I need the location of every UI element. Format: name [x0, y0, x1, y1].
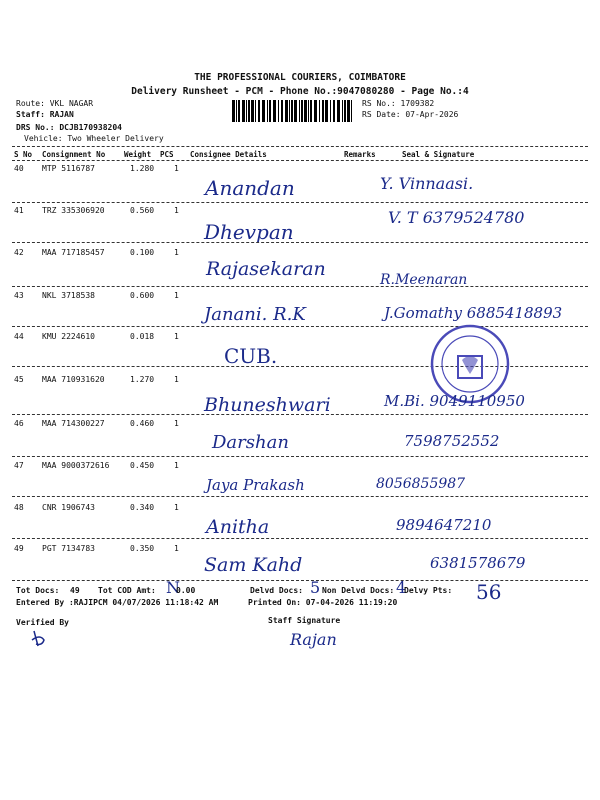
verified-signature-icon	[28, 628, 50, 650]
staff-label: Staff: RAJAN	[16, 110, 74, 119]
consignee-handwriting: Darshan	[212, 432, 289, 453]
barcode-bar	[281, 100, 283, 122]
barcode-bar	[255, 100, 256, 122]
row-divider	[12, 202, 588, 203]
barcode-bar	[236, 100, 237, 122]
row-consignment: MAA 710931620	[42, 375, 105, 384]
row-weight: 1.270	[130, 375, 155, 384]
row-sno: 49	[14, 544, 24, 553]
barcode-bar	[285, 100, 288, 122]
col-consignment: Consignment No	[42, 150, 106, 159]
row-consignment: MAA 9000372616	[42, 461, 110, 470]
barcode-bar	[267, 100, 268, 122]
row-sno: 41	[14, 206, 24, 215]
row-sno: 42	[14, 248, 24, 257]
receiver-signature: M.Bi. 9049110950	[384, 392, 525, 410]
row-pcs: 1	[174, 544, 179, 553]
col-sno: S No	[14, 150, 33, 159]
row-divider	[12, 538, 588, 539]
col-weight: Weight	[124, 150, 152, 159]
tot-cod-value: 0.00	[176, 586, 196, 595]
row-consignment: KMU 2224610	[42, 332, 95, 341]
barcode-bar	[322, 100, 324, 122]
receiver-signature: 8056855987	[376, 476, 466, 492]
entered-by: Entered By :RAJIPCM 04/07/2026 11:18:42 AM	[16, 598, 219, 607]
row-weight: 0.560	[130, 206, 155, 215]
route-label: Route: VKL NAGAR	[16, 99, 94, 108]
divider-header	[12, 160, 588, 161]
row-weight: 0.600	[130, 291, 155, 300]
barcode-bar	[299, 100, 300, 122]
barcode-bar	[246, 100, 247, 122]
row-consignment: CNR 1906743	[42, 503, 95, 512]
row-weight: 0.460	[130, 419, 155, 428]
barcode-bar	[238, 100, 240, 122]
row-consignment: MAA 714300227	[42, 419, 105, 428]
receiver-signature: Y. Vinnaasi.	[380, 174, 474, 193]
receiver-signature: 7598752552	[404, 432, 500, 450]
printed-on: Printed On: 07-04-2026 11:19:20	[248, 598, 398, 607]
row-weight: 0.100	[130, 248, 155, 257]
row-divider	[12, 286, 588, 287]
row-pcs: 1	[174, 248, 179, 257]
runsheet-subtitle: Delivery Runsheet - PCM - Phone No.:9047080280 - Page No.:4	[131, 86, 469, 97]
receiver-signature: R.Meenaran	[380, 272, 468, 288]
verified-by-label: Verified By	[16, 618, 69, 627]
barcode-bar	[344, 100, 346, 122]
receiver-signature: 6381578679	[430, 554, 526, 572]
consignee-handwriting: Bhuneshwari	[204, 394, 331, 416]
barcode-bar	[251, 100, 254, 122]
row-weight: 0.340	[130, 503, 155, 512]
tot-docs-value: 49	[70, 586, 80, 595]
row-sno: 40	[14, 164, 24, 173]
divider-top	[12, 146, 588, 147]
row-pcs: 1	[174, 291, 179, 300]
staff-signature-label: Staff Signature	[268, 616, 341, 625]
barcode-bar	[269, 100, 271, 122]
barcode-bar	[314, 100, 317, 122]
company-title: THE PROFESSIONAL COURIERS, COIMBATORE	[194, 72, 406, 83]
delvy-pts-handwriting: 56	[476, 580, 502, 604]
barcode-bar	[347, 100, 350, 122]
barcode-bar	[248, 100, 250, 122]
tot-docs-label: Tot Docs:	[16, 586, 60, 595]
barcode-bar	[258, 100, 260, 122]
row-sno: 44	[14, 332, 24, 341]
row-pcs: 1	[174, 375, 179, 384]
row-consignment: NKL 3718538	[42, 291, 95, 300]
row-pcs: 1	[174, 332, 179, 341]
row-pcs: 1	[174, 419, 179, 428]
barcode-bar	[301, 100, 303, 122]
receiver-signature: 9894647210	[396, 516, 492, 534]
row-sno: 43	[14, 291, 24, 300]
delvd-docs-handwriting: 5	[310, 578, 321, 597]
tot-cod-label: Tot COD Amt:	[98, 586, 156, 595]
receiver-signature: V. T 6379524780	[388, 208, 525, 227]
delvd-docs-label: Delvd Docs:	[250, 586, 303, 595]
col-consignee: Consignee Details	[190, 150, 267, 159]
row-sno: 45	[14, 375, 24, 384]
barcode-bar	[342, 100, 343, 122]
staff-signature-handwriting: Rajan	[290, 630, 337, 649]
barcode-bar	[278, 100, 279, 122]
receiver-signature: J.Gomathy 6885418893	[384, 304, 563, 322]
barcode-bar	[262, 100, 265, 122]
consignee-handwriting: Rajasekaran	[206, 258, 326, 280]
row-sno: 48	[14, 503, 24, 512]
barcode-bar	[337, 100, 340, 122]
delvy-pts-label: Delvy Pts:	[404, 586, 453, 595]
non-delvd-docs-label: Non Delvd Docs:	[322, 586, 395, 595]
barcode-bar	[291, 100, 293, 122]
cod-handwriting: N	[166, 578, 180, 597]
consignee-handwriting: Anandan	[205, 176, 295, 200]
row-consignment: PGT 7134783	[42, 544, 95, 553]
row-sno: 46	[14, 419, 24, 428]
barcode-bar	[273, 100, 276, 122]
row-weight: 0.350	[130, 544, 155, 553]
rs-date: RS Date: 07-Apr-2026	[362, 110, 459, 119]
row-consignment: TRZ 335306920	[42, 206, 105, 215]
barcode-bar	[310, 100, 312, 122]
barcode-bar	[325, 100, 328, 122]
row-pcs: 1	[174, 461, 179, 470]
col-seal: Seal & Signature	[402, 150, 475, 159]
row-sno: 47	[14, 461, 24, 470]
row-pcs: 1	[174, 206, 179, 215]
row-divider	[12, 242, 588, 243]
row-divider	[12, 580, 588, 581]
barcode-image	[232, 100, 356, 122]
consignee-handwriting: Dhevpan	[204, 220, 294, 244]
consignee-handwriting: Jaya Prakash	[206, 476, 305, 494]
non-delvd-handwriting: 4	[396, 578, 407, 597]
consignee-handwriting: Janani. R.K	[204, 304, 306, 325]
row-weight: 0.450	[130, 461, 155, 470]
col-pcs: PCS	[160, 150, 174, 159]
col-remarks: Remarks	[344, 150, 376, 159]
barcode-bar	[294, 100, 297, 122]
rs-number: RS No.: 1709382	[362, 99, 435, 108]
barcode-bar	[308, 100, 309, 122]
row-divider	[12, 456, 588, 457]
row-consignment: MAA 717185457	[42, 248, 105, 257]
consignee-handwriting: Anitha	[206, 516, 270, 538]
barcode-bar	[242, 100, 245, 122]
barcode-bar	[289, 100, 290, 122]
row-weight: 1.280	[130, 164, 155, 173]
row-divider	[12, 414, 588, 415]
barcode-bar	[319, 100, 320, 122]
row-pcs: 1	[174, 503, 179, 512]
row-divider	[12, 496, 588, 497]
barcode-bar	[232, 100, 235, 122]
row-pcs: 1	[174, 164, 179, 173]
barcode-bar	[330, 100, 331, 122]
barcode-bar	[304, 100, 307, 122]
row-weight: 0.018	[130, 332, 155, 341]
barcode-bar	[333, 100, 335, 122]
barcode-bar	[351, 100, 352, 122]
row-consignment: MTP 5116787	[42, 164, 95, 173]
consignee-handwriting: Sam Kahd	[204, 554, 303, 576]
drs-label: DRS No.: DCJB170938204	[16, 123, 122, 132]
consignee-handwriting: CUB.	[224, 344, 278, 368]
vehicle-label: Vehicle: Two Wheeler Delivery	[24, 134, 164, 143]
